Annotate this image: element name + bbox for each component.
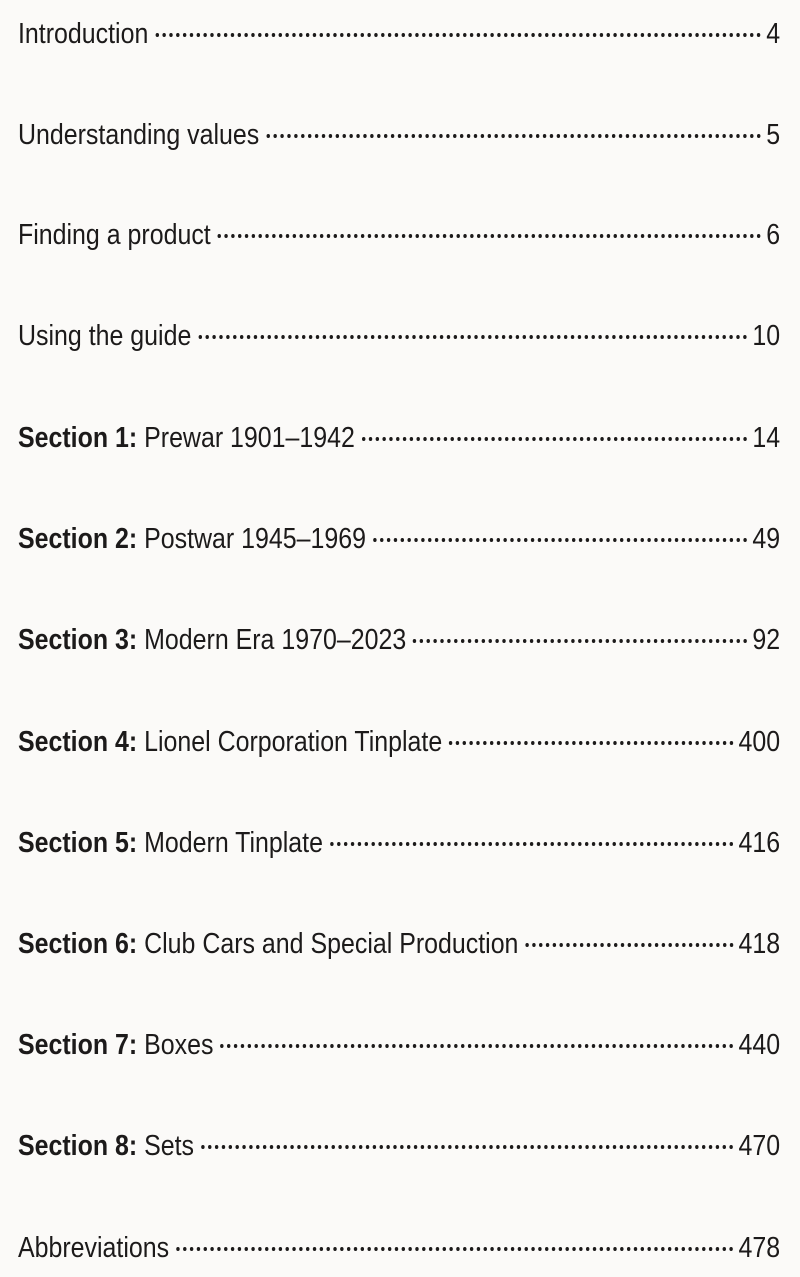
dot-leader	[413, 639, 747, 643]
toc-entry-label: Finding a product	[18, 219, 211, 251]
toc-entry-title	[18, 14, 148, 54]
toc-entry-section-7	[18, 1025, 780, 1065]
dot-leader	[201, 1145, 733, 1149]
toc-entry-section-1	[18, 418, 780, 458]
toc-entry-label: Sets	[144, 1130, 195, 1162]
dot-leader	[330, 842, 734, 846]
toc-entry-title	[18, 722, 442, 762]
toc-entry-page-number: 400	[738, 726, 781, 758]
toc-entry-title	[18, 215, 211, 255]
toc-entry-title	[18, 115, 259, 155]
toc-entry-using-the-guide	[18, 316, 780, 356]
toc-entry-prefix: Section 1:	[18, 422, 138, 454]
toc-entry-finding-a-product	[18, 215, 780, 255]
toc-entry-title	[18, 823, 323, 863]
dot-leader	[525, 943, 733, 947]
toc-entry-prefix: Section 6:	[18, 928, 138, 960]
toc-entry-section-3	[18, 620, 780, 660]
toc-entry-title	[18, 1025, 213, 1065]
toc-entry-prefix: Section 8:	[18, 1130, 138, 1162]
dot-leader	[176, 1247, 733, 1251]
toc-entry-prefix: Section 3:	[18, 624, 138, 656]
toc-entry-title	[18, 620, 406, 660]
dot-leader	[198, 335, 747, 339]
toc-entry-introduction	[18, 14, 780, 54]
toc-entry-title	[18, 316, 191, 356]
toc-entry-label: Modern Era 1970–2023	[144, 624, 407, 656]
toc-entry-page-number: 14	[752, 422, 781, 454]
dot-leader	[218, 234, 761, 238]
toc-entry-title	[18, 1228, 169, 1268]
toc-entry-prefix: Section 4:	[18, 726, 138, 758]
dot-leader	[449, 741, 733, 745]
toc-entry-page-number: 5	[766, 119, 781, 151]
dot-leader	[266, 134, 761, 138]
toc-entry-prefix: Section 2:	[18, 523, 138, 555]
toc-entry-section-8	[18, 1126, 780, 1166]
toc-entry-title	[18, 418, 355, 458]
toc-entry-section-2	[18, 519, 780, 559]
toc-entry-prefix: Section 7:	[18, 1029, 138, 1061]
toc-entry-label: Understanding values	[18, 119, 260, 151]
toc-entry-label: Lionel Corporation Tinplate	[144, 726, 443, 758]
toc-entry-page-number: 470	[738, 1130, 781, 1162]
toc-entry-page-number: 92	[752, 624, 781, 656]
dot-leader	[362, 437, 747, 441]
toc-entry-page-number: 440	[738, 1029, 781, 1061]
toc-entry-section-4	[18, 722, 780, 762]
toc-entry-label: Prewar 1901–1942	[144, 422, 355, 454]
toc-entry-label: Boxes	[144, 1029, 214, 1061]
toc-entry-title	[18, 1126, 194, 1166]
toc-entry-title	[18, 924, 518, 964]
toc-entry-understanding-values	[18, 115, 780, 155]
toc-entry-page-number: 416	[738, 827, 781, 859]
toc-entry-label: Using the guide	[18, 320, 192, 352]
toc-entry-section-6	[18, 924, 780, 964]
toc-entry-label: Postwar 1945–1969	[144, 523, 366, 555]
toc-entry-page-number: 6	[766, 219, 781, 251]
toc-entry-label: Modern Tinplate	[144, 827, 323, 859]
toc-entry-prefix: Section 5:	[18, 827, 138, 859]
dot-leader	[373, 538, 747, 542]
toc-entry-label: Club Cars and Special Production	[144, 928, 519, 960]
toc-entry-title	[18, 519, 366, 559]
toc-entry-page-number: 49	[752, 523, 781, 555]
dot-leader	[155, 33, 761, 37]
toc-entry-page-number: 10	[752, 320, 781, 352]
toc-entry-page-number: 4	[766, 18, 781, 50]
dot-leader	[220, 1044, 733, 1048]
toc-entry-label: Abbreviations	[18, 1232, 170, 1264]
toc-entry-section-5	[18, 823, 780, 863]
toc-entry-abbreviations	[18, 1228, 780, 1268]
toc-entry-page-number: 418	[738, 928, 781, 960]
toc-entry-page-number: 478	[738, 1232, 781, 1264]
toc-entry-label: Introduction	[18, 18, 149, 50]
